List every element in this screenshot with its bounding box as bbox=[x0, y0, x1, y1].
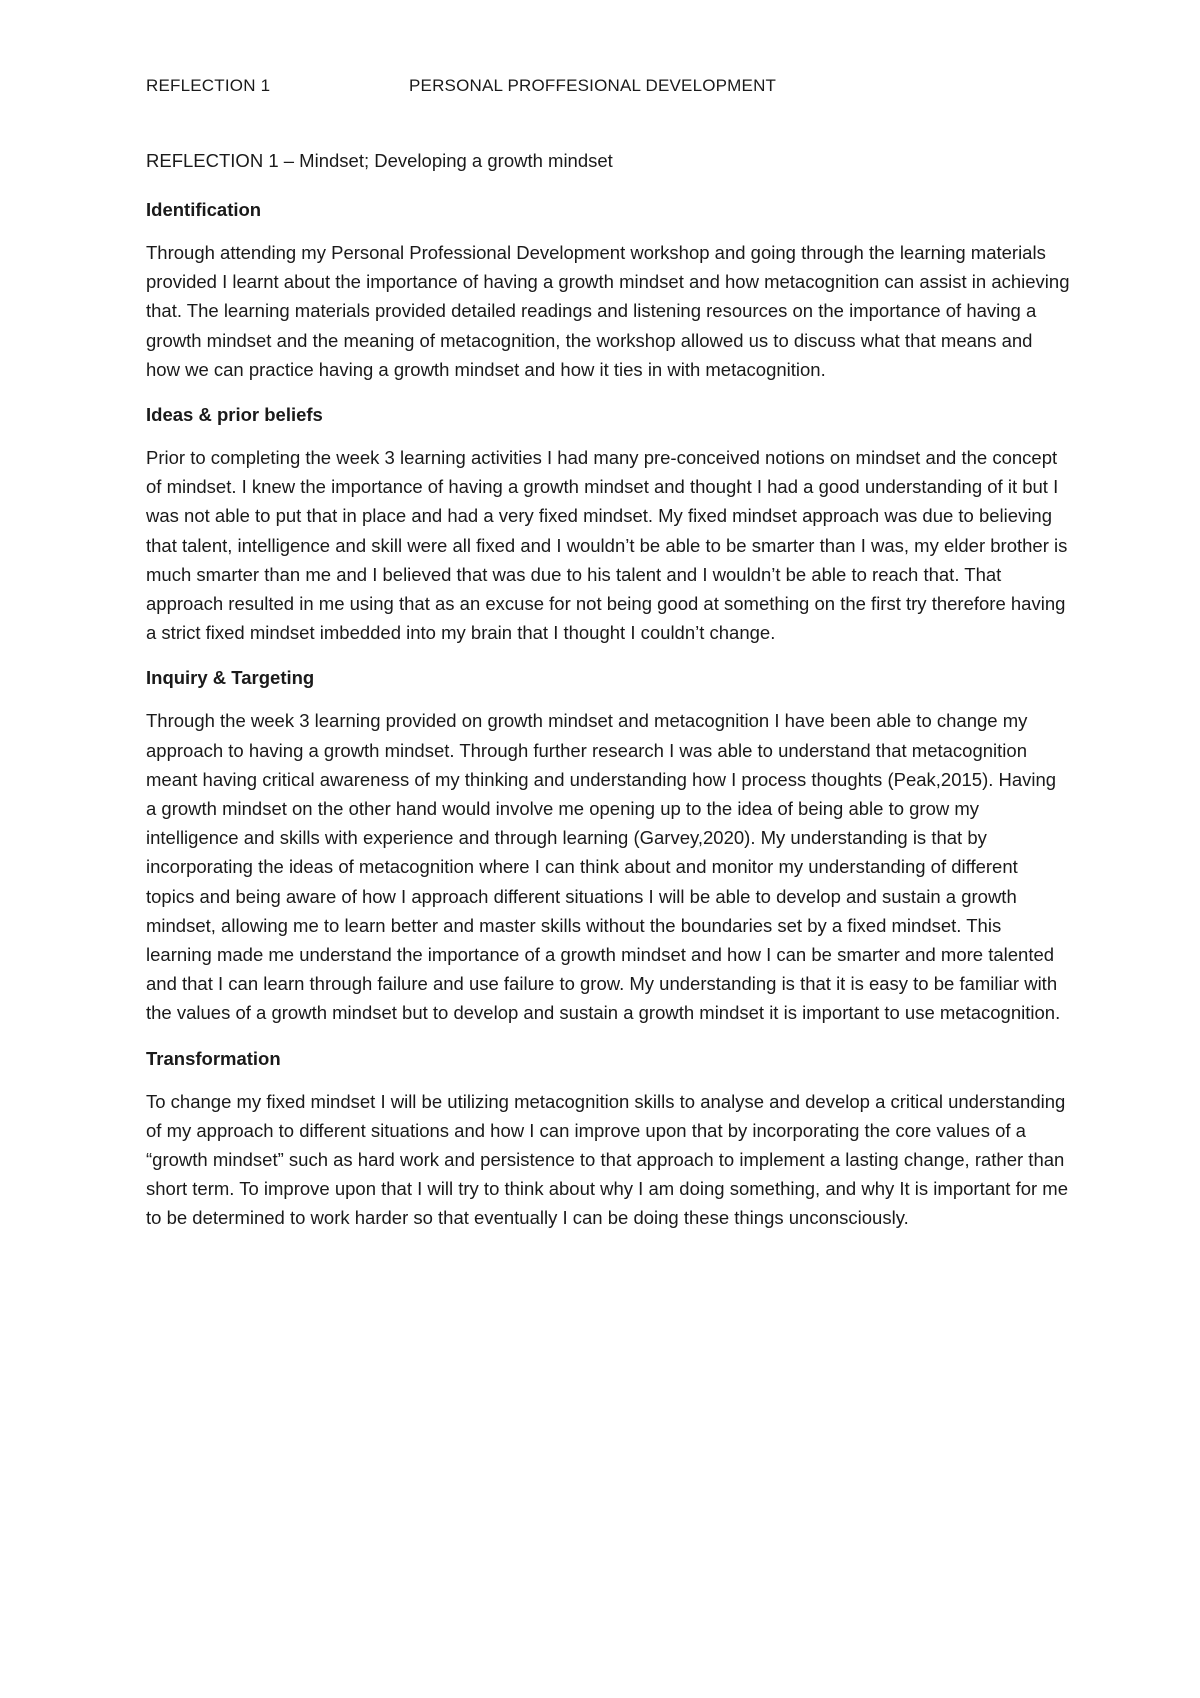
header-course-title: PERSONAL PROFFESIONAL DEVELOPMENT bbox=[409, 76, 777, 95]
document-content bbox=[146, 146, 1071, 1249]
section-heading: Transformation bbox=[146, 1047, 281, 1069]
section-heading: Inquiry & Targeting bbox=[146, 667, 315, 689]
section-body: Through attending my Personal Professional Development workshop and going through the learning materials provided I learnt about the importance of having a growth mindset and how metacognition can assist in achieving that. The learning materials provided detailed readings and listening resources on the importance of having a growth mindset and the meaning of metacognition, the workshop allowed us to discuss what that means and how we can practice having a growth mindset and how it ties in with metacognition. bbox=[146, 242, 1070, 380]
section-ideas-prior-beliefs bbox=[146, 400, 1071, 647]
section-body: To change my fixed mindset I will be utilizing metacognition skills to analyse and develop a critical understanding of my approach to different situations and how I can improve upon that by incorporating the core values of a “growth mindset” such as hard work and persistence to that approach to implement a lasting change, rather than short term. To improve upon that I will try to think about why I am doing something, and why It is important for me to be determined to work harder so that eventually I can be doing these things unconsciously. bbox=[146, 1090, 1068, 1229]
section-body: Prior to completing the week 3 learning activities I had many pre-conceived notions on mindset and the concept of mindset. I knew the importance of having a growth mindset and thought I had a good understanding of it but I was not able to put that in place and had a very fixed mindset. My fixed mindset approach was due to believing that talent, intelligence and skill were all fixed and I wouldn’t be able to be smarter than I was, my elder brother is much smarter than me and I believed that was due to his talent and I wouldn’t be able to reach that. That approach resulted in me using that as an excuse for not being good at something on the first try therefore having a strict fixed mindset imbedded into my brain that I thought I couldn’t change. bbox=[146, 447, 1068, 644]
section-inquiry-targeting bbox=[146, 663, 1071, 1027]
document-title: REFLECTION 1 – Mindset; Developing a growth mindset bbox=[146, 150, 613, 171]
header-reflection-number: REFLECTION 1 bbox=[146, 76, 271, 95]
page-header bbox=[146, 76, 1066, 102]
section-identification bbox=[146, 195, 1071, 384]
section-heading: Ideas & prior beliefs bbox=[146, 404, 323, 426]
section-transformation bbox=[146, 1044, 1071, 1233]
section-heading: Identification bbox=[146, 199, 262, 220]
section-body: Through the week 3 learning provided on growth mindset and metacognition I have been able to change my approach to having a growth mindset. Through further research I was able to understand that metacognition meant having critical awareness of my thinking and understanding how I process thoughts (Peak,2015). Having a growth mindset on the other hand would involve me opening up to the idea of being able to grow my intelligence and skills with experience and through learning (Garvey,2020). My understanding is that by incorporating the ideas of metacognition where I can think about and monitor my understanding of different topics and being aware of how I approach different situations I will be able to develop and sustain a growth mindset, allowing me to learn better and master skills without the boundaries set by a fixed mindset. This learning made me understand the importance of a growth mindset and how I can be smarter and more talented and that I can learn through failure and use failure to grow. My understanding is that it is easy to be familiar with the values of a growth mindset but to develop and sustain a growth mindset it is important to use metacognition. bbox=[146, 710, 1061, 1024]
